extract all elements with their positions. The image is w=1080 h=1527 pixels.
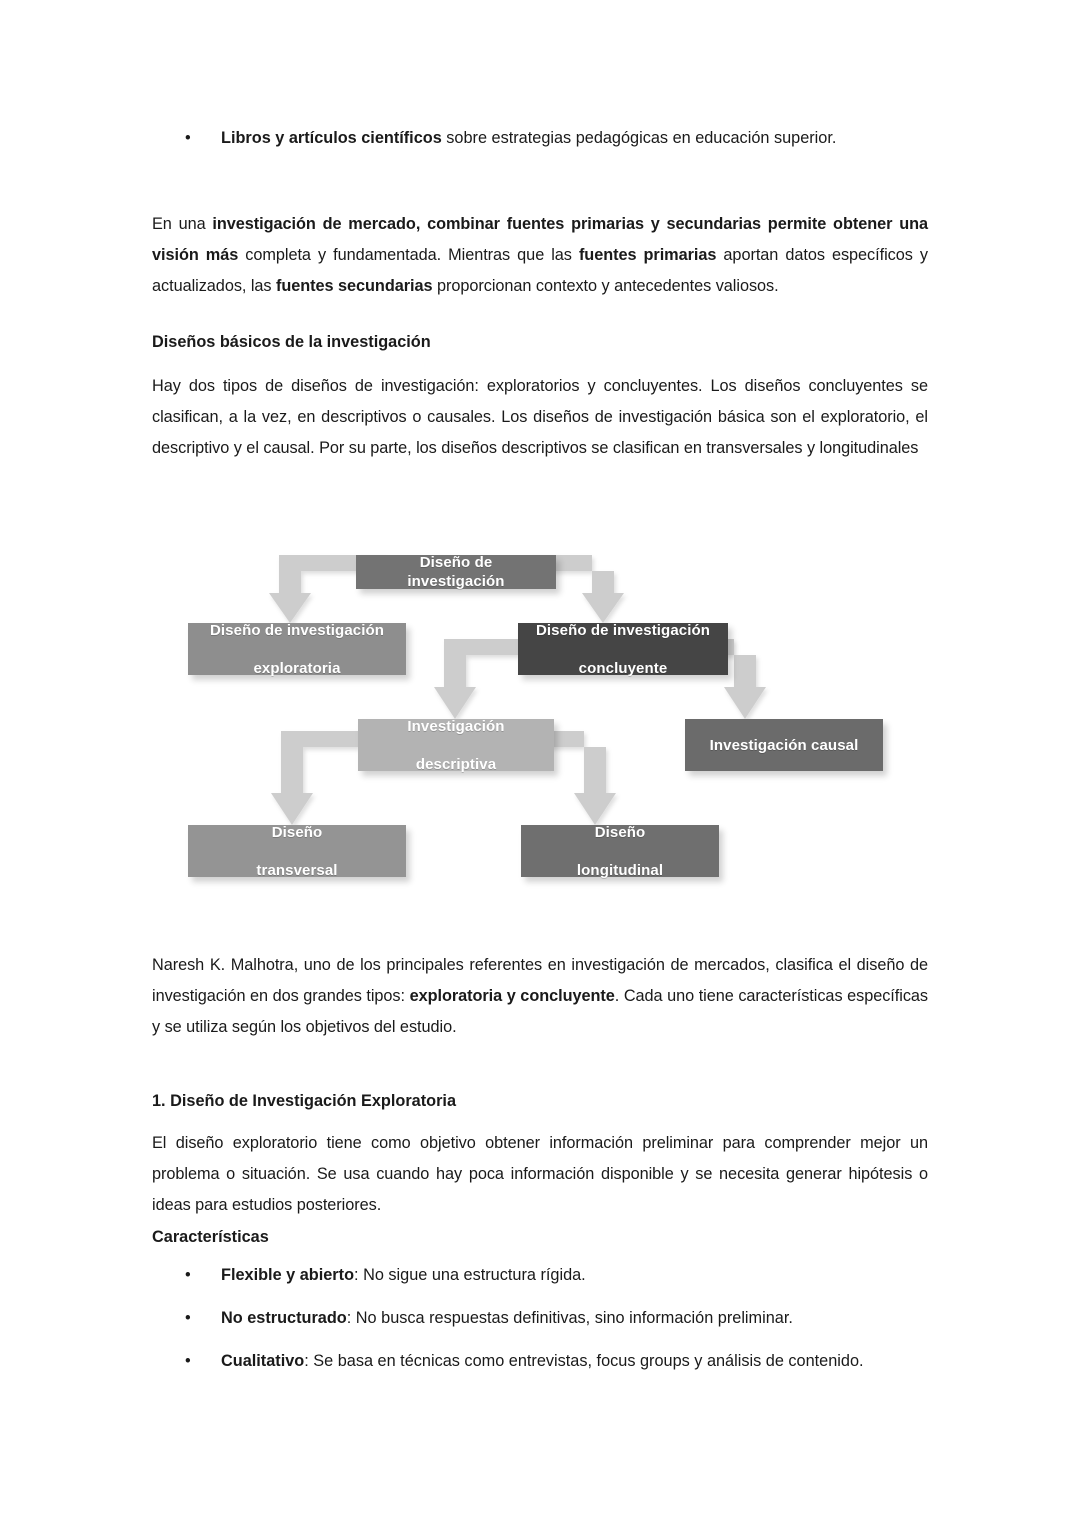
arrow-concluyente-to-descriptiva [434, 639, 518, 719]
paragraph-text: Hay dos tipos de diseños de investigación: exploratorios y concluyentes. Los diseños concluyentes se clasifican, a la vez, en descriptivos o causales. Los diseños de investigación básica son el exploratorio, el descriptivo y el causal. Por su parte, los diseños descriptivos se clasifican en transversales y longitudinales [152, 377, 928, 457]
node-line1: Diseño de investigación [535, 621, 710, 639]
intro-t1: En una [152, 215, 213, 233]
paragraph-text [152, 950, 928, 1043]
bullet-glyph-icon: • [185, 129, 191, 147]
paragraph-hay-dos [152, 371, 928, 464]
section-heading-disenos [152, 327, 928, 358]
bullet-bold-text: Cualitativo [221, 1352, 305, 1370]
node-line1: Investigación [407, 717, 505, 735]
intro-b3: fuentes secundarias [276, 277, 433, 295]
bullet-rest-text: : Se basa en técnicas como entrevistas, focus groups y análisis de contenido. [304, 1352, 864, 1370]
list-item [152, 123, 928, 154]
malhotra-t1: Naresh K. Malhotra, uno de los principales referentes en investigación de mercados, clasifica el diseño de investigación en dos grandes tipos: [152, 956, 928, 1005]
node-line1: Diseño de investigación [407, 554, 505, 590]
flowchart [180, 535, 910, 900]
bullet-glyph-icon: • [185, 1352, 191, 1370]
malhotra-b1: exploratoria y concluyente [409, 987, 615, 1005]
bullet-bold-text: Libros y artículos científicos [221, 129, 442, 147]
bullet-bold-text: Flexible y abierto [221, 1266, 355, 1284]
intro-b1: investigación de mercado, combinar fuentes primarias y secundarias permite obtener una visión más [152, 215, 928, 264]
arrow-descriptiva-to-longitudinal [548, 731, 616, 825]
bullet-rest-text: : No sigue una estructura rígida. [354, 1266, 586, 1284]
node-diseno-investigacion-exploratoria[interactable] [188, 623, 406, 675]
intro-t4: proporcionan contexto y antecedentes valiosos. [432, 277, 779, 295]
bullet-list-top [152, 123, 928, 154]
node-line2: descriptiva [415, 755, 497, 773]
node-line1: Diseño [594, 823, 646, 841]
section-heading-caracteristicas [152, 1222, 928, 1253]
node-line2: transversal [256, 861, 338, 879]
node-diseno-de-investigacion[interactable] [356, 555, 556, 589]
node-line2: exploratoria [253, 659, 341, 677]
list-item [152, 1346, 928, 1377]
arrow-descriptiva-to-transversal [271, 731, 358, 825]
node-investigacion-causal[interactable] [685, 719, 883, 771]
node-line1: Diseño [271, 823, 323, 841]
paragraph-intro [152, 209, 928, 302]
paragraph-text [152, 209, 928, 302]
bullet-rest-text: sobre estrategias pedagógicas en educación superior. [441, 129, 837, 147]
paragraph-malhotra [152, 950, 928, 1043]
bullet-rest-text: : No busca respuestas definitivas, sino información preliminar. [346, 1309, 793, 1327]
heading-text: Características [152, 1228, 269, 1246]
node-line2: concluyente [578, 659, 668, 677]
section-heading-exploratoria [152, 1086, 928, 1117]
bullet-list [152, 123, 928, 154]
node-line2: longitudinal [576, 861, 664, 879]
node-diseno-transversal[interactable] [188, 825, 406, 877]
list-item [152, 1260, 928, 1291]
intro-t3: aportan datos específicos y actualizados, las [152, 246, 928, 295]
bullet-bold-text: No estructurado [221, 1309, 347, 1327]
intro-b2: fuentes primarias [578, 246, 717, 264]
heading-text: 1. Diseño de Investigación Exploratoria [152, 1092, 457, 1110]
node-diseno-investigacion-concluyente[interactable] [518, 623, 728, 675]
node-investigacion-descriptiva[interactable] [358, 719, 554, 771]
intro-t2: completa y fundamentada. Mientras que las [238, 246, 579, 264]
figure-research-design-diagram [180, 535, 910, 900]
paragraph-exploratorio [152, 1128, 928, 1221]
heading-text: Diseños básicos de la investigación [152, 333, 431, 351]
malhotra-t2: . Cada uno tiene características específicas y se utiliza según los objetivos del estudio. [152, 987, 928, 1036]
list-item [152, 1303, 928, 1334]
bullet-glyph-icon: • [185, 1309, 191, 1327]
paragraph-text: El diseño exploratorio tiene como objetivo obtener información preliminar para comprender mejor un problema o situación. Se usa cuando hay poca información disponible y se necesita generar hipótesis o ideas para estudios posteriores. [152, 1134, 928, 1214]
node-line1: Investigación causal [709, 736, 859, 754]
bullet-glyph-icon: • [185, 1266, 191, 1284]
node-diseno-longitudinal[interactable] [521, 825, 719, 877]
node-line1: Diseño de investigación [209, 621, 384, 639]
bullet-list-caracteristicas [152, 1260, 928, 1389]
